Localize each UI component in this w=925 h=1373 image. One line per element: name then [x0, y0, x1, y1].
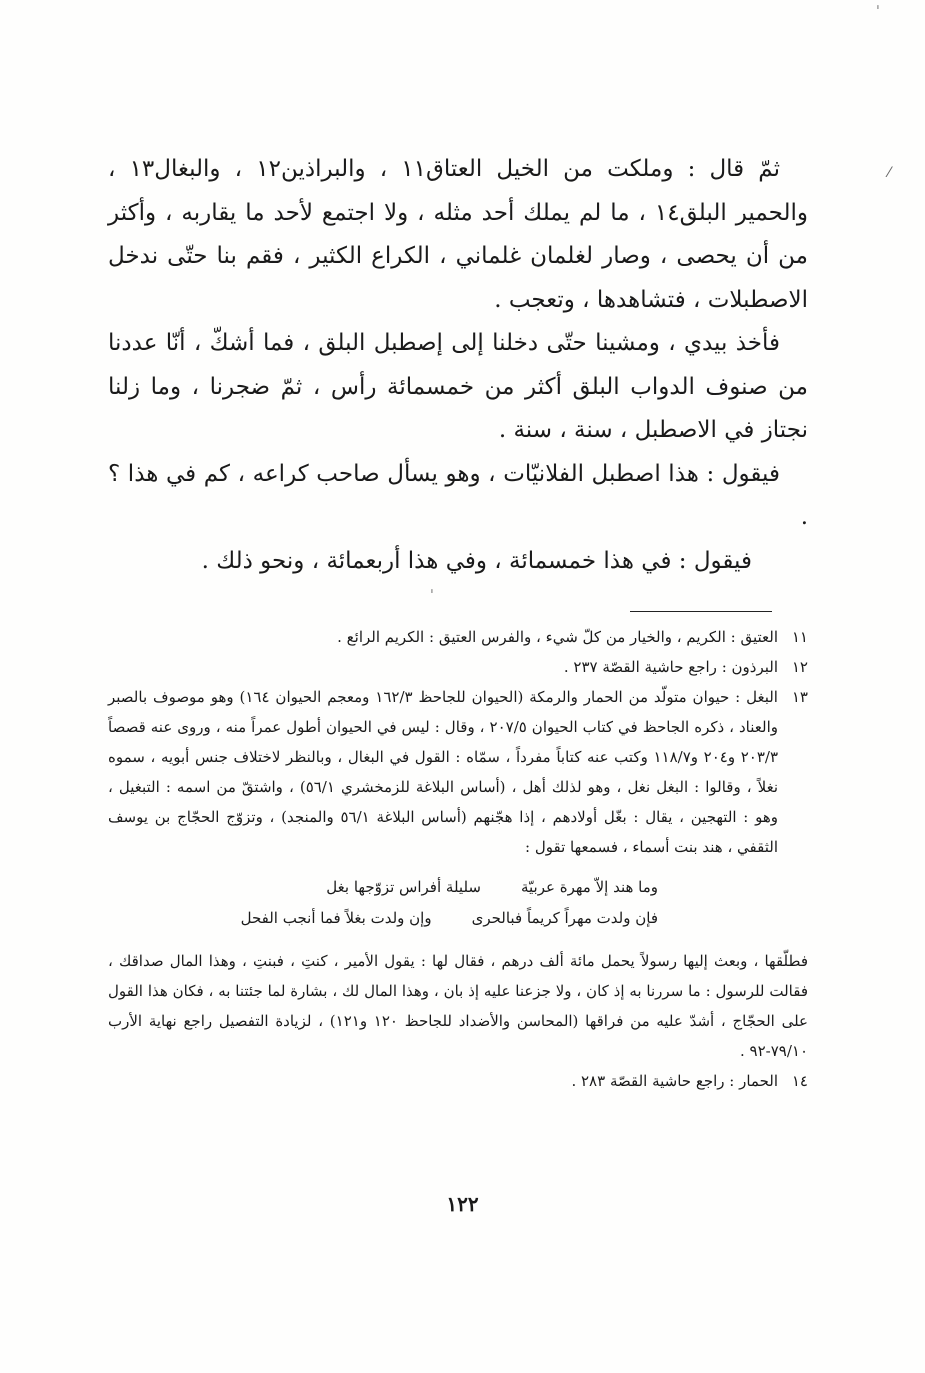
- verse-hemistich-second: سليلة أفراس تزوّجها بغل: [326, 878, 481, 896]
- scan-mark: ˈ: [430, 588, 434, 604]
- footnote-text: الحمار : راجع حاشية القصّة ٢٨٣ .: [571, 1072, 778, 1090]
- scan-mark: ˈ: [876, 4, 880, 20]
- footnote-number: ١٣: [791, 688, 808, 706]
- footnote-12: [108, 652, 808, 682]
- paragraph-4: فيقول : في هذا خمسمائة ، وفي هذا أربعمائة ، ونحو ذلك .: [201, 547, 752, 574]
- footnote-text: فطلّقها ، وبعث إليها رسولاً يحمل مائة ألف درهم ، فقال لها : يقول الأمير ، كنتِ ، فبنتِ ، وهذا المال صداقك ، فقالت للرسول : ما سررنا به إذ كان ، ولا جزعنا عليه إذ بان ، وهذا المال لك ، بشارة لما جئتنا به ، فكان هذا القول على الحجّاج ، أشدّ عليه من فراقها (المحاسن والأضداد للجاحظ ١٢٠ و١٢١) ، لزيادة التفصيل راجع نهاية الأرب ٧٩/١٠-٩٢ .: [108, 952, 809, 1060]
- footnote-13: [108, 682, 808, 862]
- verse-line: [108, 872, 658, 903]
- footnotes: [108, 622, 808, 1096]
- verse-line: [108, 903, 658, 934]
- verse-hemistich-first: وما هند إلاّ مهرة عربيّة: [520, 878, 658, 896]
- verse-hemistich-first: فإن ولدت مهراً كريماً فبالحرى: [471, 909, 658, 927]
- footnote-13-continued: [108, 946, 808, 1066]
- footnote-number: ١٢: [791, 658, 808, 676]
- footnote-separator: [630, 611, 772, 612]
- footnote-number: ١٤: [791, 1072, 808, 1090]
- footnote-number: ١١: [791, 628, 808, 646]
- paragraph-3: فيقول : هذا اصطبل الفلانيّات ، وهو يسأل صاحب كراعه ، كم في هذا ؟ .: [108, 460, 808, 530]
- paragraph-1: ثمّ قال : وملكت من الخيل العتاق١١ ، والبراذين١٢ ، والبغال١٣ ، والحمير البلق١٤ ، ما لم يملك أحد مثله ، ولا اجتمع لأحد ما يقاربه ، وأكثر من أن يحصى ، وصار لغلمان غلماني ، الكراع الكثير ، فقم بنا حتّى ندخل الاصطبلات ، فتشاهدها ، وتعجب .: [108, 156, 808, 313]
- footnote-text: البغل : حيوان متولّد من الحمار والرمكة (الحيوان للجاحظ ١٦٢/٣ ومعجم الحيوان ١٦٤) وهو موصوف بالصبر والعناد ، ذكره الجاحظ في كتاب الحيوان ٢٠٧/٥ ، وقال : ليس في الحيوان أطول عمراً منه ، وروى عنه قصصاً ٢٠٣/٣ و٢٠٤ و١١٨/٧ وكتب عنه كتاباً مفرداً ، سمّاه : القول في البغال ، وبالنظر لاختلاف جنس أبويه ، سموه نغلاً ، وقالوا : البغل نغل ، وهو لذلك أهل ، (أساس البلاغة للزمخشري ٥٦/١) ، واشتقّ من اسمه : التبغيل ، وهو : التهجين ، يقال : بغّل أولادهم ، إذا هجّنهم (أساس البلاغة ٥٦/١ والمنجد) ، وتزوّج الحجّاج بن يوسف الثقفي ، هند بنت أسماء ، فسمعها تقول :: [108, 688, 779, 856]
- paragraph-2: فأخذ بيدي ، ومشينا حتّى دخلنا إلى إصطبل البلق ، فما أشكّ ، أنّا عددنا من صنوف الدواب البلق أكثر من خمسمائة رأس ، ثمّ ضجرنا ، وما زلنا نجتاز في الاصطبل ، سنة ، سنة .: [108, 330, 808, 443]
- footnote-text: العتيق : الكريم ، والخيار من كلّ شيء ، والفرس العتيق : الكريم الرائع .: [337, 628, 778, 646]
- poem-verse: [108, 872, 808, 934]
- main-text: [108, 148, 808, 583]
- footnote-14: [108, 1066, 808, 1096]
- footnote-text: البرذون : راجع حاشية القصّة ٢٣٧ .: [563, 658, 778, 676]
- footnote-11: [108, 622, 808, 652]
- scan-mark: ⁄: [888, 165, 891, 181]
- page-number: ١٢٢: [446, 1192, 479, 1216]
- verse-hemistich-second: وإن ولدت بغلاً فما أنجب الفحل: [240, 909, 432, 927]
